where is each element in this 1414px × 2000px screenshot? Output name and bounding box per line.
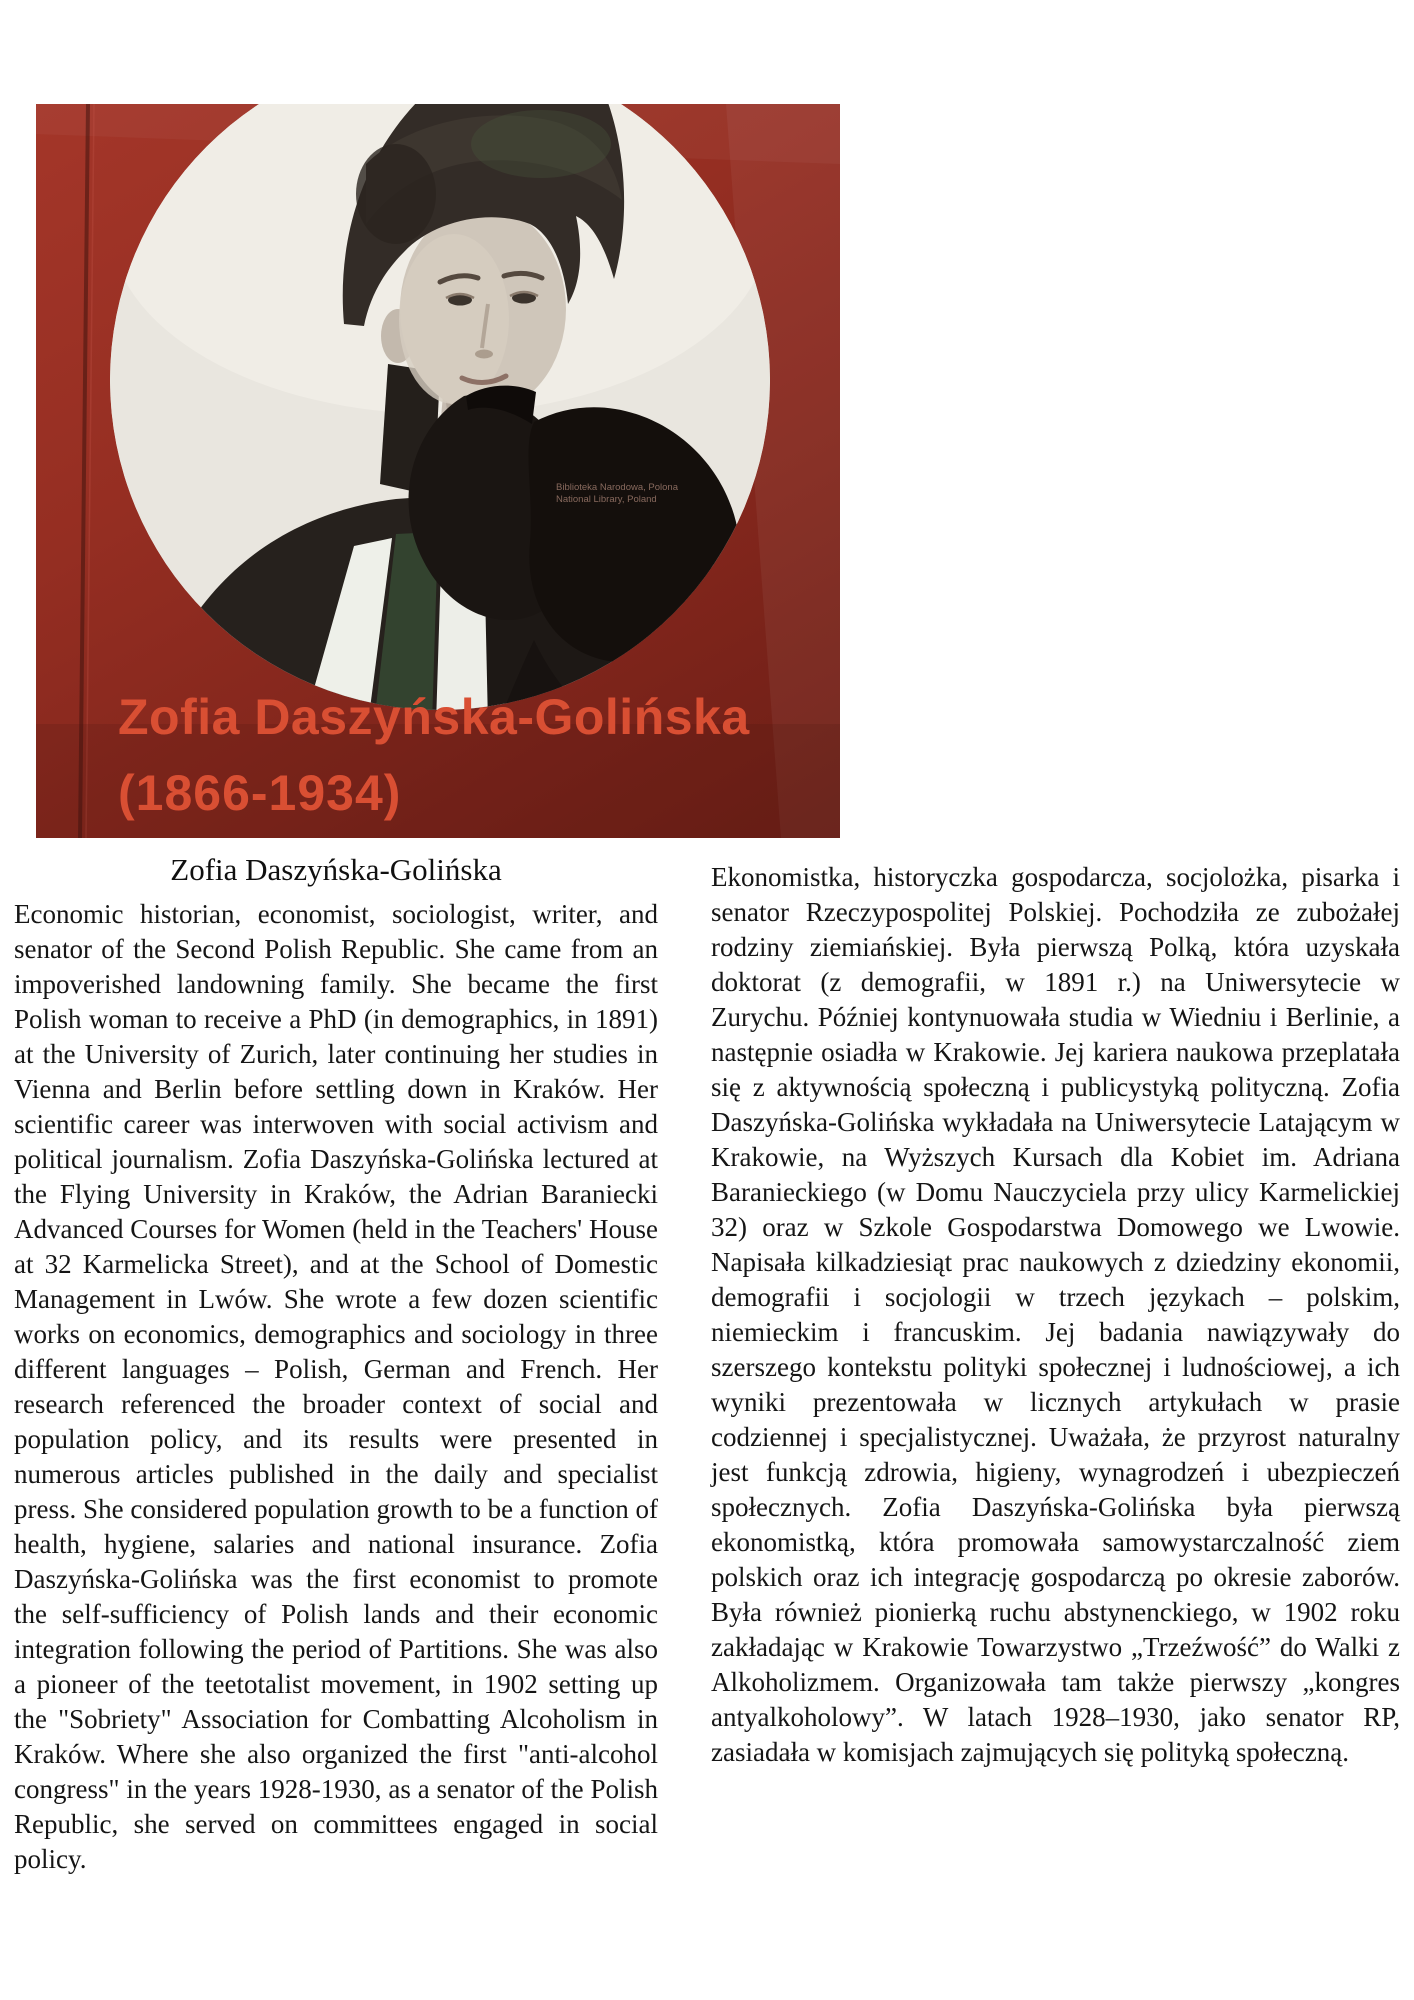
- poster-photo: [36, 104, 840, 838]
- polish-paragraph: Ekonomistka, historyczka gospodarcza, socjolożka, pisarka i senator Rzeczypospolitej Polskiej. Pochodziła ze zubożałej rodziny ziemiańskiej. Była pierwszą Polką, która uzyskała doktorat (z demografii, w 1891 r.) na Uniwersytecie w Zurychu. Później kontynuowała studia w Wiedniu i Berlinie, a następnie osiadła w Krakowie. Jej kariera naukowa przeplatała się z aktywnością społeczną i publicystyką polityczną. Zofia Daszyńska-Golińska wykładała na Uniwersytecie Latającym w Krakowie, na Wyższych Kursach dla Kobiet im. Adriana Baranieckiego (w Domu Nauczyciela przy ulicy Karmelickiej 32) oraz w Szkole Gospodarstwa Domowego we Lwowie. Napisała kilkadziesiąt prac naukowych z dziedziny ekonomii, demografii i socjologii w trzech językach – polskim, niemieckim i francuskim. Jej badania nawiązywały do szerszego kontekstu polityki społecznej i ludnościowej, a ich wyniki prezentowała w licznych artykułach w prasie codziennej i specjalistycznej. Uważała, że przyrost naturalny jest funkcją zdrowia, higieny, wynagrodzeń i ubezpieczeń społecznych. Zofia Daszyńska-Golińska była pierwszą ekonomistką, która promowała samowystarczalność ziem polskich oraz ich integrację gospodarczą po okresie zaborów. Była również pionierką ruchu abstynenckiego, w 1902 roku zakładając w Krakowie Towarzystwo „Trzeźwość” do Walki z Alkoholizmem. Organizowała tam także pierwszy „kongres antyalkoholowy”. W latach 1928–1930, jako senator RP, zasiadała w komisjach zajmujących się polityką społeczną.: [711, 862, 1400, 1767]
- image-caption: Zofia Daszyńska-Golińska: [170, 852, 502, 887]
- photo-credit-line2: National Library, Poland: [556, 494, 657, 505]
- english-paragraph: Economic historian, economist, sociologist, writer, and senator of the Second Polish Republic. She came from an impoverished landowning family. She became the first Polish woman to receive a PhD (in demographics, in 1891) at the University of Zurich, later continuing her studies in Vienna and Berlin before settling down in Kraków. Her scientific career was interwoven with social activism and political journalism. Zofia Daszyńska-Golińska lectured at the Flying University in Kraków, the Adrian Baraniecki Advanced Courses for Women (held in the Teachers' House at 32 Karmelicka Street), and at the School of Domestic Management in Lwów. She wrote a few dozen scientific works on economics, demographics and sociology in three different languages – Polish, German and French. Her research referenced the broader context of social and population policy, and its results were presented in numerous articles published in the daily and specialist press. She considered population growth to be a function of health, hygiene, salaries and national insurance. Zofia Daszyńska-Golińska was the first economist to promote the self-sufficiency of Polish lands and their economic integration following the period of Partitions. She was also a pioneer of the teetotalist movement, in 1902 setting up the "Sobriety" Association for Combatting Alcoholism in Kraków. Where she also organized the first "anti-alcohol congress" in the years 1928-1930, as a senator of the Polish Republic, she served on committees engaged in social policy.: [14, 899, 658, 1874]
- photo-credit: [556, 482, 678, 506]
- poster-name-text: Zofia Daszyńska-Golińska: [118, 689, 750, 745]
- photo-credit-line1: Biblioteka Narodowa, Polona: [556, 482, 678, 493]
- poster-dates-text: (1866-1934): [118, 765, 402, 821]
